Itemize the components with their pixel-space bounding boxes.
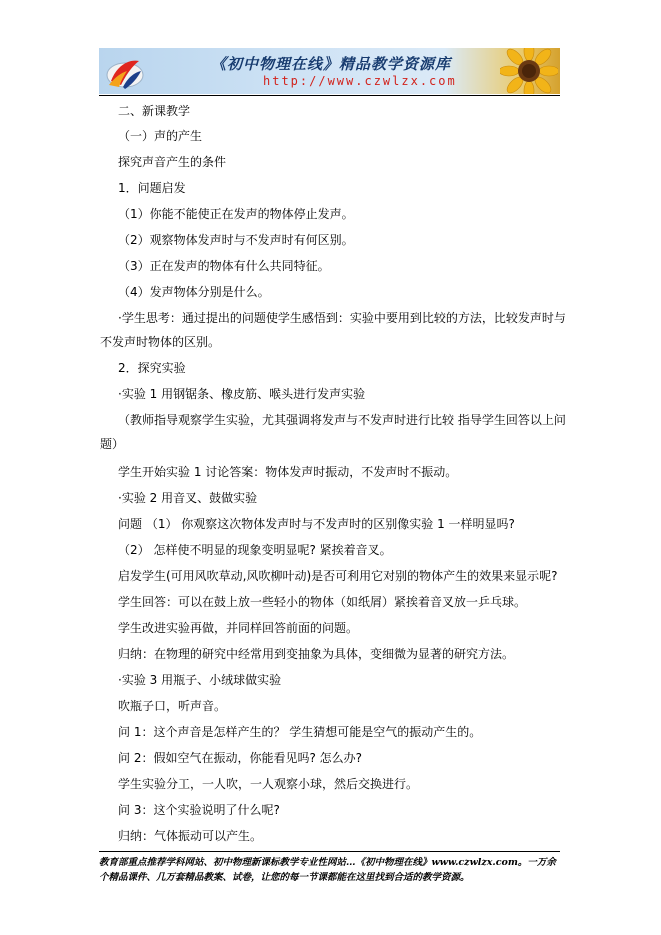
text-line: 问题 （1） 你观察这次物体发声时与不发声时的区别像实验 1 一样明显吗? <box>118 517 515 531</box>
header-banner <box>99 48 560 94</box>
site-logo-icon <box>103 51 145 91</box>
footer-line-1: 教育部重点推荐学科网站、初中物理新课标教学专业性网站…《初中物理在线》www.czwlzx.com。一万余 <box>99 857 556 868</box>
footer-line-2: 个精品课件、几万套精品教案、试卷，让您的每一节课都能在这里找到合适的教学资源。 <box>99 872 470 883</box>
text-line: 学生改进实验再做，并同样回答前面的问题。 <box>118 621 359 635</box>
text-line: （教师指导观察学生实验，尤其强调将发声与不发声时进行比较 指导学生回答以上问 <box>118 413 566 427</box>
text-line: （1）你能不能使正在发声的物体停止发声。 <box>118 207 354 221</box>
banner-title: 《初中物理在线》精品教学资源库 <box>211 55 452 73</box>
text-line: 问 3：这个实验说明了什么呢? <box>118 803 280 817</box>
text-line: 学生回答：可以在鼓上放一些轻小的物体（如纸屑）紧挨着音叉放一乒乓球。 <box>118 595 527 609</box>
text-line: 2．探究实验 <box>118 361 186 375</box>
text-line: 归纳：气体振动可以产生。 <box>118 829 263 843</box>
header-divider <box>99 95 560 96</box>
footer-divider <box>99 851 560 852</box>
banner-url[interactable]: http://www.czwlzx.com <box>263 74 457 88</box>
text-line: （4）发声物体分别是什么。 <box>118 285 270 299</box>
text-line: 1．问题启发 <box>118 181 186 195</box>
text-line: 学生实验分工，一人吹，一人观察小球，然后交换进行。 <box>118 777 419 791</box>
text-line: 二、新课教学 <box>118 104 191 118</box>
text-line: ·实验 1 用钢锯条、橡皮筋、喉头进行发声实验 <box>118 387 366 401</box>
text-line: 探究声音产生的条件 <box>118 155 227 169</box>
text-line: ·实验 2 用音叉、鼓做实验 <box>118 491 258 505</box>
text-line: 问 1：这个声音是怎样产生的？ 学生猜想可能是空气的振动产生的。 <box>118 725 482 739</box>
page-footer <box>99 855 561 885</box>
sunflower-icon <box>500 48 558 94</box>
text-line: ·实验 3 用瓶子、小绒球做实验 <box>118 673 282 687</box>
text-line: 启发学生(可用风吹草动,风吹柳叶动)是否可利用它对别的物体产生的效果来显示呢? <box>118 569 558 583</box>
text-line: （2） 怎样使不明显的现象变明显呢? 紧挨着音叉。 <box>118 543 392 557</box>
text-line: 吹瓶子口，听声音。 <box>118 699 227 713</box>
text-line: 题） <box>100 437 125 451</box>
text-line: 归纳：在物理的研究中经常用到变抽象为具体，变细微为显著的研究方法。 <box>118 647 515 661</box>
text-line: （3）正在发声的物体有什么共同特征。 <box>118 259 330 273</box>
text-line: ·学生思考：通过提出的问题使学生感悟到：实验中要用到比较的方法，比较发声时与 <box>118 311 566 325</box>
text-line: （2）观察物体发声时与不发声时有何区别。 <box>118 233 354 247</box>
text-line: 问 2：假如空气在振动，你能看见吗? 怎么办? <box>118 751 363 765</box>
text-line: （一）声的产生 <box>118 129 203 143</box>
text-line: 学生开始实验 1 讨论答案：物体发声时振动，不发声时不振动。 <box>118 465 458 479</box>
text-line: 不发声时物体的区别。 <box>100 335 221 349</box>
